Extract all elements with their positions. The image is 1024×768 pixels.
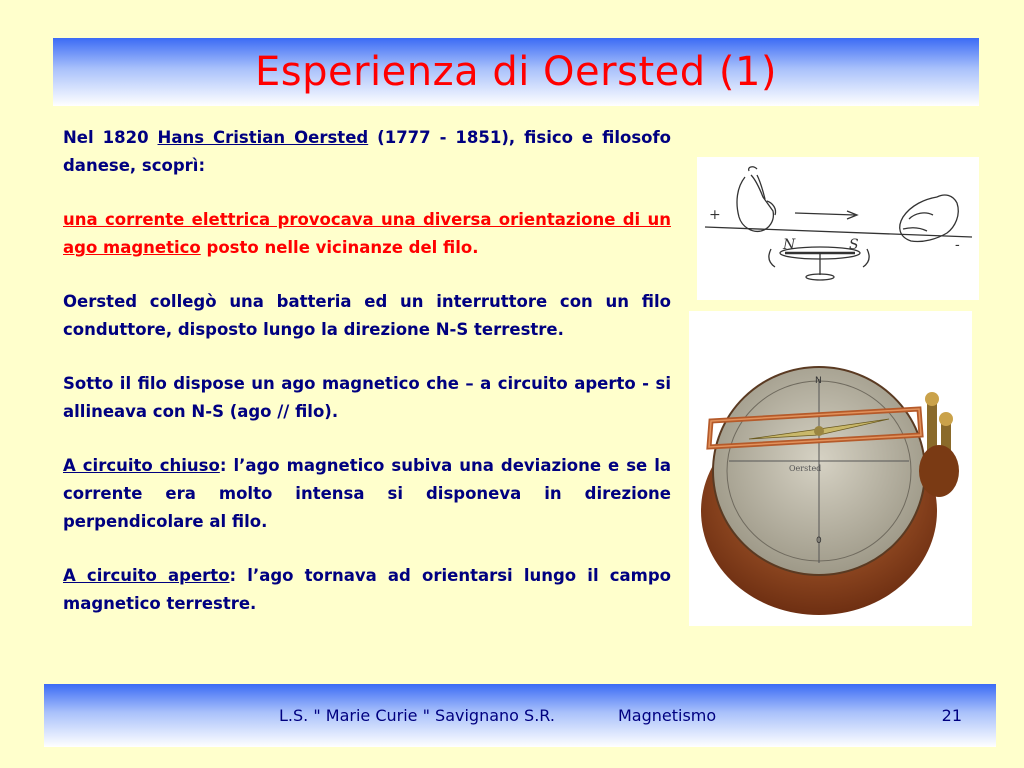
paragraph-6 — [63, 562, 671, 618]
paragraph-5 — [63, 452, 671, 536]
paragraph-2 — [63, 206, 671, 262]
oersted-name: Hans Cristian Oersted — [157, 128, 369, 147]
footer-bar — [44, 684, 996, 747]
p1-text-b: (1777 - 1851), fisico e filosofo danese, scoprì: — [63, 128, 671, 175]
minus-sign: - — [955, 237, 960, 253]
plus-sign: + — [709, 207, 721, 223]
p6-rest: : l’ago tornava ad orientarsi lungo il campo magnetico terrestre. — [63, 566, 671, 613]
north-label: N — [783, 237, 796, 253]
footer-topic: Magnetismo — [618, 706, 717, 725]
slide-body — [63, 124, 671, 644]
open-circuit-label: A circuito aperto — [63, 566, 230, 585]
oersted-experiment-drawing — [697, 157, 979, 300]
discovery-highlight: una corrente elettrica provocava una diversa orientazione di un ago magnetico — [63, 210, 671, 257]
p1-text-a: Nel 1820 — [63, 128, 158, 147]
slide-title: Esperienza di Oersted (1) — [254, 49, 777, 95]
p5-rest: : l’ago magnetico subiva una deviazione e se la corrente era molto intensa si disponeva in direzione perpendicolare al filo. — [63, 456, 671, 531]
p2-rest: posto nelle vicinanze del filo. — [200, 238, 479, 257]
paragraph-3: Oersted collegò una batteria ed un interruttore con un filo conduttore, disposto lungo la direzione N-S terrestre. — [63, 292, 671, 339]
dial-north-mark: N — [815, 376, 822, 386]
dial-zero-mark: 0 — [816, 536, 822, 546]
antique-compass-photo — [689, 311, 972, 626]
footer-source: L.S. " Marie Curie " Savignano S.R. — [279, 706, 555, 725]
title-bar — [53, 38, 979, 106]
paragraph-4: Sotto il filo dispose un ago magnetico che – a circuito aperto - si allineava con N-S (ago // filo). — [63, 374, 671, 421]
slide-number: 21 — [941, 706, 962, 725]
paragraph-1 — [63, 124, 671, 180]
south-label: S — [849, 237, 859, 253]
dial-lettering: Oersted — [789, 464, 822, 473]
closed-circuit-label: A circuito chiuso — [63, 456, 220, 475]
